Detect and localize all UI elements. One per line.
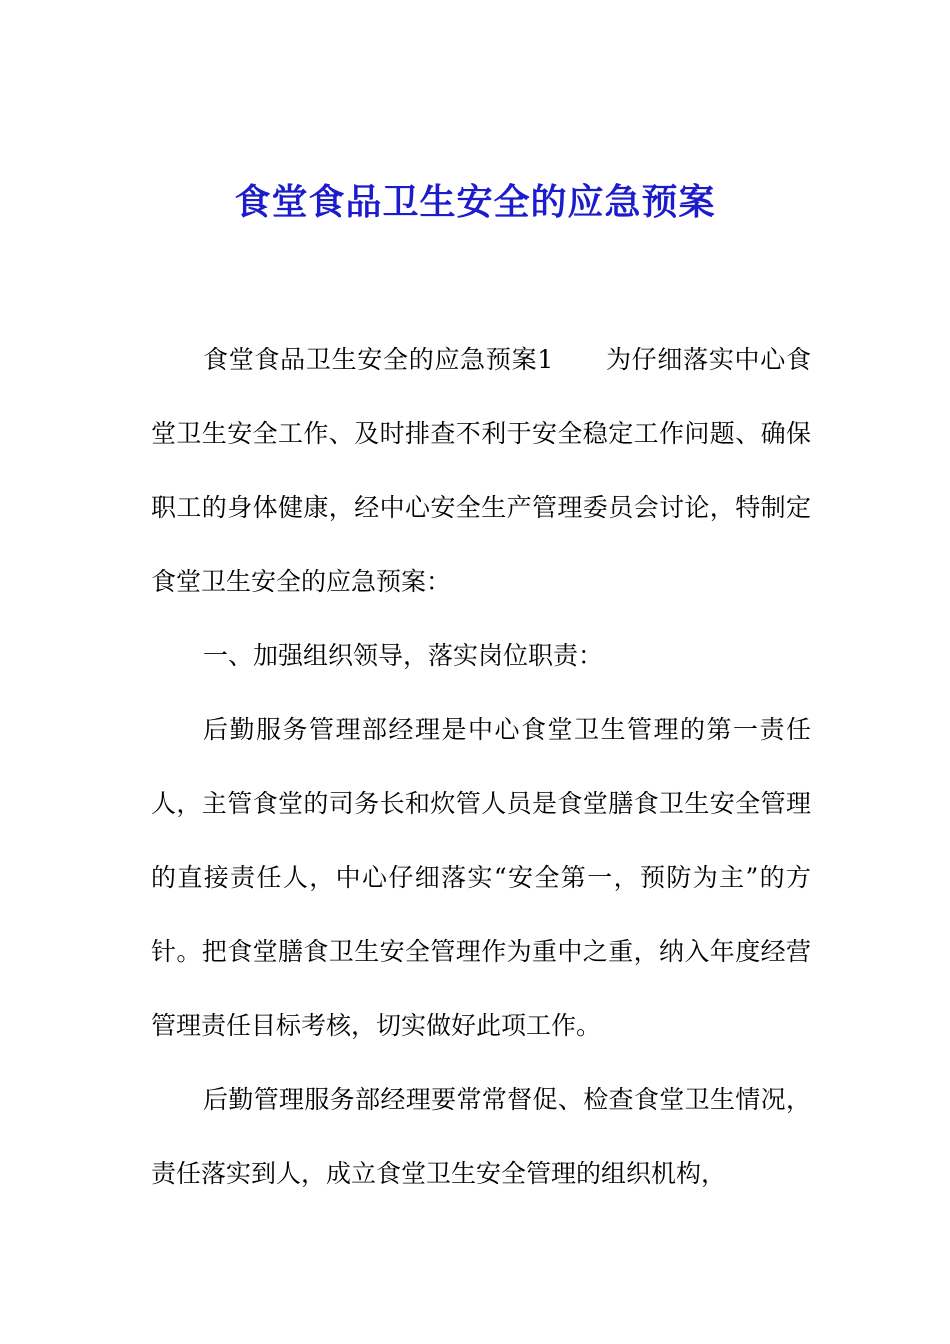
paragraph-text: 后勤管理服务部经理要常常督促、检查食堂卫生情况，责任落实到人，成立食堂卫生安全管理的组织机构， [151,1085,811,1188]
paragraph-text: 一、加强组织领导，落实岗位职责： [203,641,604,670]
paragraph-intro [151,323,811,619]
paragraph-text: 后勤服务管理部经理是中心食堂卫生管理的第一责任人，主管食堂的司务长和炊管人员是食堂膳食卫生安全管理的直接责任人，中心仔细落实“安全第一，预防为主”的方针。把食堂膳食卫生安全管理作为重中之重，纳入年度经营管理责任目标考核，切实做好此项工作。 [151,715,811,1040]
paragraph-section-one-heading [151,619,811,693]
section-heading: 食堂食品卫生安全的应急预案1 [203,345,554,374]
document-body [151,323,811,1211]
paragraph-supervision [151,1063,811,1211]
document-title: 食堂食品卫生安全的应急预案 [234,181,716,223]
paragraph-text: 为仔细落实中心食堂卫生安全工作、及时排查不利于安全稳定工作问题、确保职工的身体健康，经中心安全生产管理委员会讨论，特制定食堂卫生安全的应急预案： [151,345,811,596]
paragraph-responsibility [151,693,811,1063]
